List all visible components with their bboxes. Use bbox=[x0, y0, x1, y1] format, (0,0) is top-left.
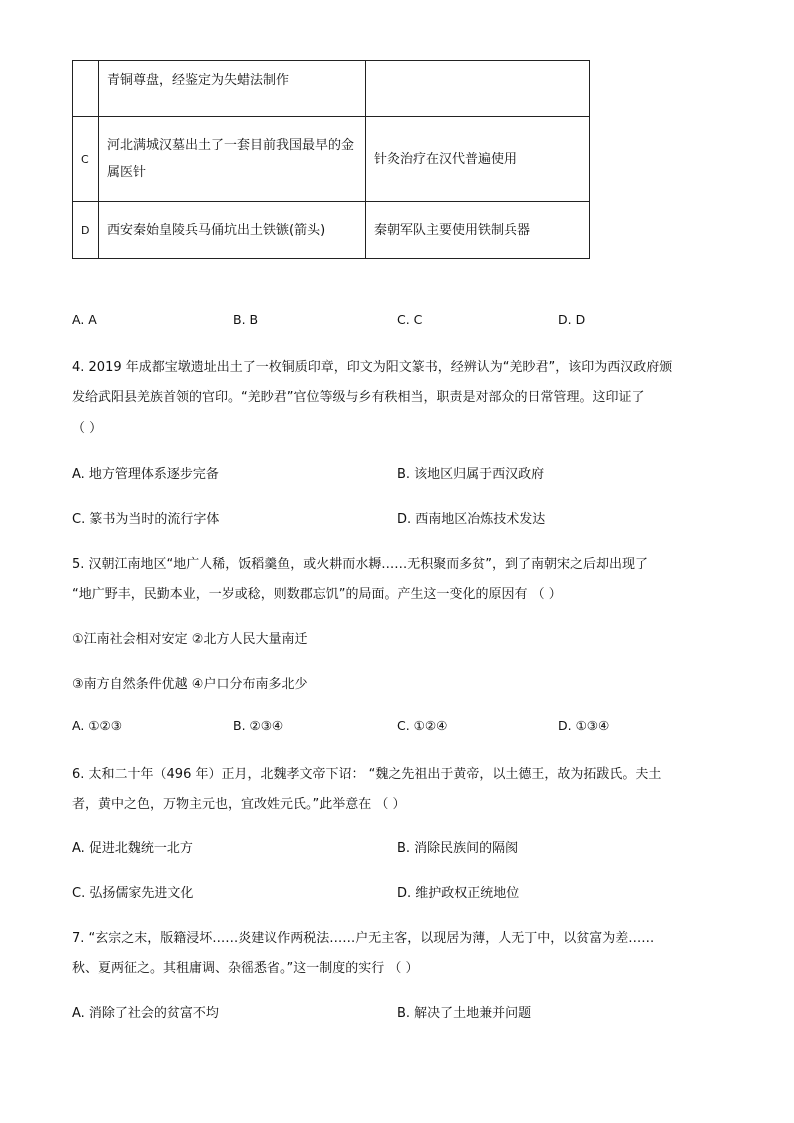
q4-option-d[interactable]: D. 西南地区冶炼技术发达 bbox=[397, 512, 546, 527]
q3-option-d[interactable]: D. D bbox=[558, 312, 586, 327]
row-letter bbox=[73, 61, 99, 117]
q6-option-d[interactable]: D. 维护政权正统地位 bbox=[397, 886, 520, 901]
row-letter: D bbox=[73, 202, 99, 259]
q6-option-c[interactable]: C. 弘扬儒家先进文化 bbox=[72, 886, 194, 901]
q7-option-b[interactable]: B. 解决了土地兼并问题 bbox=[397, 1006, 532, 1021]
q4-option-b[interactable]: B. 该地区归属于西汉政府 bbox=[397, 467, 545, 482]
q3-option-a[interactable]: A. A bbox=[72, 312, 97, 327]
table-row bbox=[73, 202, 590, 259]
q7-stem-line1: 7. “玄宗之末，版籍浸坏……炎建议作两税法……户无主客，以现居为薄，人无丁中，以贫富为差…… bbox=[72, 931, 655, 946]
row-conclusion: 秦朝军队主要使用铁制兵器 bbox=[366, 202, 590, 259]
row-evidence: 西安秦始皇陵兵马俑坑出土铁镞(箭头) bbox=[99, 202, 366, 259]
row-evidence: 河北满城汉墓出土了一套目前我国最早的金属医针 bbox=[99, 117, 366, 202]
answer-table bbox=[72, 60, 590, 259]
q4-option-c[interactable]: C. 篆书为当时的流行字体 bbox=[72, 512, 220, 527]
q5-stem-line2: “地广野丰，民勤本业，一岁或稔，则数郡忘饥”的局面。产生这一变化的原因有 （ ） bbox=[72, 587, 562, 602]
q4-stem-line3: （ ） bbox=[72, 421, 103, 436]
q5-stem-line1: 5. 汉朝江南地区“地广人稀，饭稻羹鱼，或火耕而水耨……无积聚而多贫”，到了南朝宋之后却出现了 bbox=[72, 557, 649, 572]
q5-item-line1: ①江南社会相对安定 ②北方人民大量南迁 bbox=[72, 632, 308, 647]
q5-option-d[interactable]: D. ①③④ bbox=[558, 718, 610, 733]
q6-option-a[interactable]: A. 促进北魏统一北方 bbox=[72, 841, 193, 856]
row-conclusion: 针灸治疗在汉代普遍使用 bbox=[366, 117, 590, 202]
q6-option-b[interactable]: B. 消除民族间的隔阂 bbox=[397, 841, 519, 856]
q4-stem-line1: 4. 2019 年成都宝墩遗址出土了一枚铜质印章，印文为阳文篆书，经辨认为“羌眇君”，该印为西汉政府颁 bbox=[72, 360, 673, 375]
q3-option-c[interactable]: C. C bbox=[397, 312, 423, 327]
row-letter: C bbox=[73, 117, 99, 202]
q6-stem-line2: 者，黄中之色，万物主元也，宜改姓元氏。”此举意在 （ ） bbox=[72, 797, 406, 812]
table-row bbox=[73, 117, 590, 202]
q7-option-a[interactable]: A. 消除了社会的贫富不均 bbox=[72, 1006, 219, 1021]
row-evidence: 青铜尊盘，经鉴定为失蜡法制作 bbox=[99, 61, 366, 117]
q5-item-line2: ③南方自然条件优越 ④户口分布南多北少 bbox=[72, 677, 308, 692]
q6-stem-line1: 6. 太和二十年（496 年）正月，北魏孝文帝下诏： “魏之先祖出于黄帝，以土德王，故为拓跋氏。夫土 bbox=[72, 767, 662, 782]
q4-stem-line2: 发给武阳县羌族首领的官印。“羌眇君”官位等级与乡有秩相当，职责是对部众的日常管理。这印证了 bbox=[72, 390, 645, 405]
table-row bbox=[73, 61, 590, 117]
q7-stem-line2: 秋、夏两征之。其租庸调、杂徭悉省。”这一制度的实行 （ ） bbox=[72, 961, 419, 976]
q3-option-b[interactable]: B. B bbox=[233, 312, 259, 327]
q5-option-b[interactable]: B. ②③④ bbox=[233, 718, 284, 733]
q4-option-a[interactable]: A. 地方管理体系逐步完备 bbox=[72, 467, 219, 482]
q5-option-c[interactable]: C. ①②④ bbox=[397, 718, 448, 733]
row-conclusion bbox=[366, 61, 590, 117]
q5-option-a[interactable]: A. ①②③ bbox=[72, 718, 122, 733]
